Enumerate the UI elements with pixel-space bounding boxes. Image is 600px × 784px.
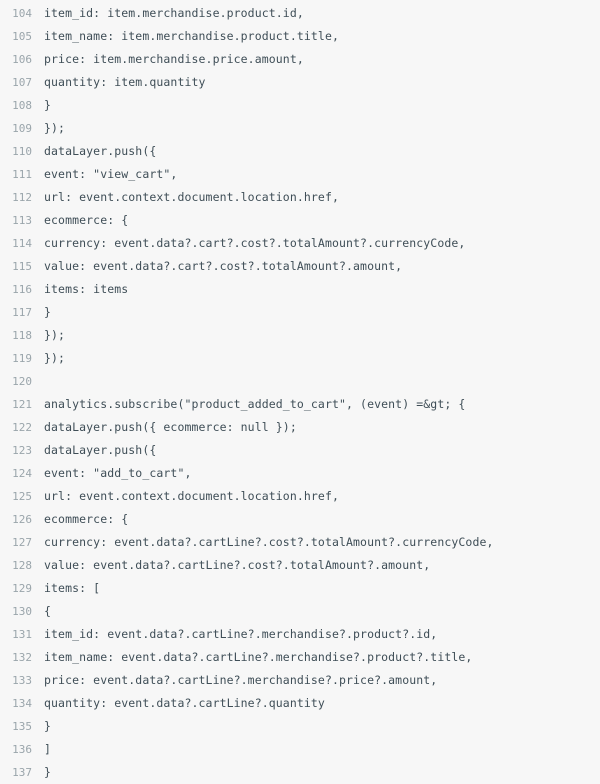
code-line — [0, 646, 600, 669]
line-number: 134 — [12, 697, 32, 710]
code-line — [0, 715, 600, 738]
code-line-text[interactable]: item_id: item.merchandise.product.id, — [44, 6, 304, 20]
code-line — [0, 48, 600, 71]
line-number: 137 — [12, 766, 32, 779]
code-line-text[interactable]: } — [44, 305, 52, 319]
code-line — [0, 508, 600, 531]
code-line-text[interactable]: dataLayer.push({ — [44, 443, 157, 457]
code-line-text[interactable]: event: "view_cart", — [44, 167, 178, 181]
code-line-text[interactable]: } — [44, 719, 52, 733]
code-line-text[interactable]: quantity: event.data?.cartLine?.quantity — [44, 696, 325, 710]
line-number: 115 — [12, 260, 32, 273]
code-line-text[interactable]: } — [44, 765, 52, 779]
line-number: 131 — [12, 628, 32, 641]
line-number: 135 — [12, 720, 32, 733]
line-number: 106 — [12, 53, 32, 66]
code-line — [0, 416, 600, 439]
line-number: 132 — [12, 651, 32, 664]
line-number: 129 — [12, 582, 32, 595]
line-number: 122 — [12, 421, 32, 434]
code-line-text[interactable]: { — [44, 604, 52, 618]
code-line — [0, 554, 600, 577]
code-line — [0, 278, 600, 301]
code-line — [0, 393, 600, 416]
code-line-text[interactable]: quantity: item.quantity — [44, 75, 206, 89]
code-line — [0, 462, 600, 485]
line-number: 130 — [12, 605, 32, 618]
line-number: 125 — [12, 490, 32, 503]
line-number: 126 — [12, 513, 32, 526]
line-number: 128 — [12, 559, 32, 572]
line-number: 107 — [12, 76, 32, 89]
line-number: 120 — [12, 375, 32, 388]
code-line — [0, 738, 600, 761]
code-line-text[interactable]: ecommerce: { — [44, 213, 129, 227]
code-line-text[interactable]: dataLayer.push({ — [44, 144, 157, 158]
code-line — [0, 485, 600, 508]
code-line — [0, 117, 600, 140]
code-line — [0, 370, 600, 393]
line-number: 105 — [12, 30, 32, 43]
line-number: 112 — [12, 191, 32, 204]
line-number: 114 — [12, 237, 32, 250]
code-line — [0, 209, 600, 232]
code-line-text[interactable]: item_name: item.merchandise.product.title, — [44, 29, 339, 43]
code-line — [0, 255, 600, 278]
code-line — [0, 692, 600, 715]
code-line — [0, 301, 600, 324]
line-number: 117 — [12, 306, 32, 319]
code-line — [0, 163, 600, 186]
code-line-text[interactable]: price: event.data?.cartLine?.merchandise?.price?.amount, — [44, 673, 438, 687]
code-line — [0, 2, 600, 25]
code-line-text[interactable]: url: event.context.document.location.href, — [44, 190, 339, 204]
code-line — [0, 232, 600, 255]
code-line — [0, 439, 600, 462]
line-number: 108 — [12, 99, 32, 112]
code-line-text[interactable]: url: event.context.document.location.href, — [44, 489, 339, 503]
line-number: 119 — [12, 352, 32, 365]
code-line-text[interactable]: items: items — [44, 282, 129, 296]
code-line — [0, 94, 600, 117]
line-number: 110 — [12, 145, 32, 158]
code-line-text[interactable]: items: [ — [44, 581, 101, 595]
code-line-text[interactable]: value: event.data?.cart?.cost?.totalAmount?.amount, — [44, 259, 403, 273]
line-number: 133 — [12, 674, 32, 687]
code-line — [0, 186, 600, 209]
code-line — [0, 71, 600, 94]
code-line-text[interactable]: ecommerce: { — [44, 512, 129, 526]
line-number: 127 — [12, 536, 32, 549]
code-line-text[interactable]: }); — [44, 351, 66, 365]
code-line-text[interactable]: currency: event.data?.cartLine?.cost?.totalAmount?.currencyCode, — [44, 535, 494, 549]
code-line-text[interactable]: event: "add_to_cart", — [44, 466, 192, 480]
code-line-text[interactable]: price: item.merchandise.price.amount, — [44, 52, 304, 66]
code-line — [0, 25, 600, 48]
code-line-text[interactable]: currency: event.data?.cart?.cost?.totalAmount?.currencyCode, — [44, 236, 466, 250]
code-line-text[interactable]: }); — [44, 121, 66, 135]
line-number: 118 — [12, 329, 32, 342]
code-line-text[interactable]: item_id: event.data?.cartLine?.merchandise?.product?.id, — [44, 627, 438, 641]
code-line — [0, 347, 600, 370]
code-line-text[interactable]: }); — [44, 328, 66, 342]
line-number: 116 — [12, 283, 32, 296]
line-number: 136 — [12, 743, 32, 756]
line-number: 124 — [12, 467, 32, 480]
code-line — [0, 531, 600, 554]
code-line-text[interactable]: } — [44, 98, 52, 112]
code-line — [0, 324, 600, 347]
code-line — [0, 140, 600, 163]
line-number: 109 — [12, 122, 32, 135]
code-line-text[interactable]: dataLayer.push({ ecommerce: null }); — [44, 420, 297, 434]
code-line — [0, 623, 600, 646]
line-number: 113 — [12, 214, 32, 227]
line-number: 104 — [12, 7, 32, 20]
line-number: 121 — [12, 398, 32, 411]
code-line-text[interactable]: item_name: event.data?.cartLine?.merchandise?.product?.title, — [44, 650, 473, 664]
code-line — [0, 600, 600, 623]
code-line-text[interactable]: ] — [44, 742, 52, 756]
line-number: 123 — [12, 444, 32, 457]
code-line-text[interactable]: value: event.data?.cartLine?.cost?.totalAmount?.amount, — [44, 558, 431, 572]
code-line-text[interactable]: analytics.subscribe("product_added_to_cart", (event) =&gt; { — [44, 397, 466, 411]
line-number: 111 — [12, 168, 32, 181]
code-line — [0, 669, 600, 692]
code-line — [0, 577, 600, 600]
